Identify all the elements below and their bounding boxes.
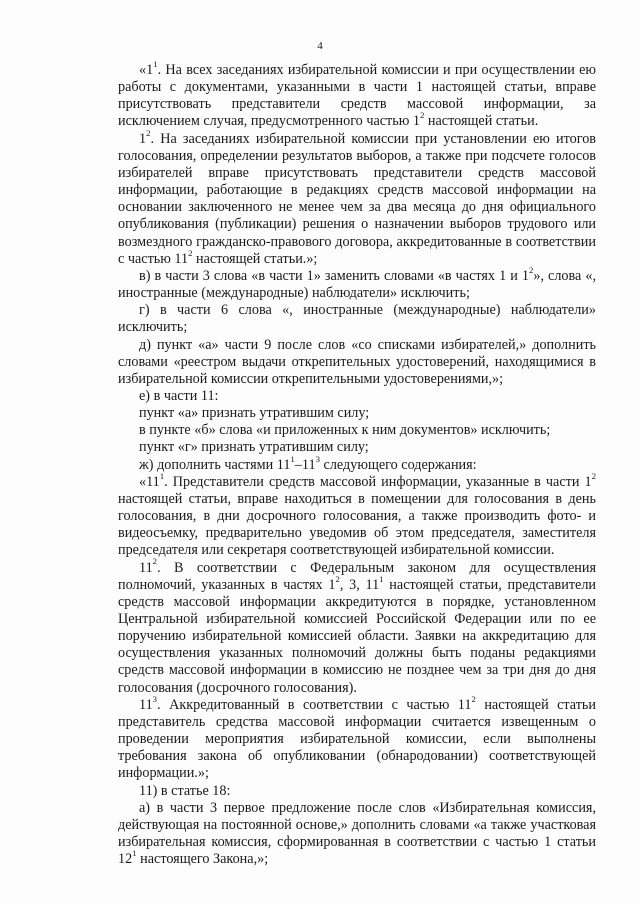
text-run: настоящей статьи.: [424, 113, 539, 130]
superscript-index: 2: [471, 693, 476, 704]
text-run: пункт «г» признать утратившим силу;: [139, 439, 369, 456]
text-run: настоящей статьи представитель средства массовой информации считается извещенным о проведении мероприятия избирательной комиссии, если выполнены требования закона об опубликовании (обнародовании) соответствующей информации.»;: [118, 696, 596, 782]
paragraph: [118, 127, 596, 268]
paragraph: [118, 470, 596, 560]
superscript-index: 3: [152, 693, 158, 704]
paragraph: [118, 388, 596, 405]
text-run: настоящего Закона,»;: [136, 851, 269, 868]
text-run: 11) в статье 18:: [139, 782, 231, 799]
page-number: 4: [317, 40, 323, 52]
superscript-index: 3: [315, 453, 320, 464]
paragraph: [118, 337, 596, 388]
superscript-index: 1: [379, 573, 384, 584]
text-run: 11: [139, 696, 153, 713]
text-run: пункт «а» признать утратившим силу;: [139, 405, 370, 422]
paragraph: [118, 58, 596, 131]
text-run: , 3, 11: [339, 576, 380, 593]
paragraph: [118, 264, 597, 302]
text-run: в пункте «б» слова «и приложенных к ним документов» исключить;: [139, 422, 551, 439]
text-run: 1: [139, 130, 147, 147]
text-run: г) в части 6 слова «, иностранные (международные) наблюдатели» исключить;: [118, 302, 596, 336]
superscript-index: 2: [188, 247, 193, 258]
superscript-index: 1: [132, 848, 137, 859]
paragraph: [118, 800, 596, 869]
text-run: ж) дополнить частями 11: [139, 456, 291, 473]
text-run: следующего содержания:: [320, 456, 477, 473]
text-run: «1: [139, 62, 154, 78]
superscript-index: 2: [419, 110, 425, 121]
superscript-index: 2: [152, 556, 158, 567]
paragraph: [118, 693, 596, 783]
text-run: а) в части 3 первое предложение после слов «Избирательная комиссия, действующая на постоянной основе,» дополнить словами «а также участковая избирательная комиссия, сформированная в соответствии с частью 1 статьи 12: [118, 799, 596, 868]
paragraph: [118, 783, 596, 800]
text-run: », слова «, иностранные (международные) наблюдатели» исключить;: [118, 267, 597, 302]
text-run: . В соответствии с Федеральным законом для осуществления полномочий, указанных в частях 1: [118, 559, 596, 593]
text-run: «11: [139, 473, 160, 490]
text-run: –11: [294, 456, 316, 473]
superscript-index: 2: [528, 264, 534, 275]
superscript-index: 1: [290, 453, 295, 464]
paragraph: [118, 453, 596, 474]
paragraph: [118, 556, 596, 697]
text-run: настоящей статьи, представители средств массовой информации аккредитуются в порядке, установленном Центральной избирательной комиссией Российской Федерации или по ее поручению избирательной комиссией области. Заявки на аккредитацию для осуществления указанных полномочий должны быть поданы редакциями средств массовой информации в комиссию не позднее чем за три дня до дня голосования (досрочного голосования).: [118, 576, 596, 696]
text-run: 11: [139, 559, 153, 576]
text-run: настоящей статьи, вправе находиться в помещении для голосования в день голосования, в дни досрочного голосования, а также производить фото- и видеосъемку, предварительно уведомив об этом председателя, заместителя председателя или секретаря соответствующей избирательной комиссии.: [118, 490, 596, 559]
text-run: е) в части 11:: [139, 387, 219, 404]
text-run: д) пункт «а» части 9 после слов «со списками избирателей,» дополнить словами «реестром выдачи открепительных удостоверений, находящимися в избирательной комиссии открепительными удостоверениями,»;: [118, 336, 596, 387]
text-run: настоящей статьи.»;: [192, 250, 318, 267]
superscript-index: 2: [335, 573, 340, 584]
text-run: . Представители средств массовой информации, указанные в части 1: [164, 473, 592, 490]
paragraph: [118, 302, 596, 336]
paragraph: [118, 422, 596, 439]
superscript-index: 2: [591, 470, 596, 481]
superscript-index: 1: [159, 470, 165, 481]
text-run: . На заседаниях избирательной комиссии при установлении ею итогов голосования, определении результатов выборов, а также при подсчете голосов избирателей вправе присутствовать представители средств массовой информации, работающие в редакциях средств массовой информации на основании заключенного не менее чем за два месяца до дня официального опубликования (публикации) решения о назначении выборов трудового или возмездного гражданско-правового договора, аккредитованные в соответствии с частью 11: [118, 130, 596, 267]
document-body: [118, 58, 597, 868]
text-run: . На всех заседаниях избирательной комиссии и при осуществлении ею работы с документами, указанными в части 1 настоящей статьи, вправе присутствовать представители средств массовой информации, за исключением случая, предусмотренного частью 1: [118, 62, 596, 130]
superscript-index: 1: [153, 58, 158, 69]
text-run: в) в части 3 слова «в части 1» заменить словами «в частях 1 и 1: [139, 267, 529, 284]
superscript-index: 2: [146, 127, 151, 138]
text-run: . Аккредитованный в соответствии с частью 11: [157, 696, 472, 713]
paragraph: [118, 439, 596, 456]
paragraph: [118, 405, 596, 422]
